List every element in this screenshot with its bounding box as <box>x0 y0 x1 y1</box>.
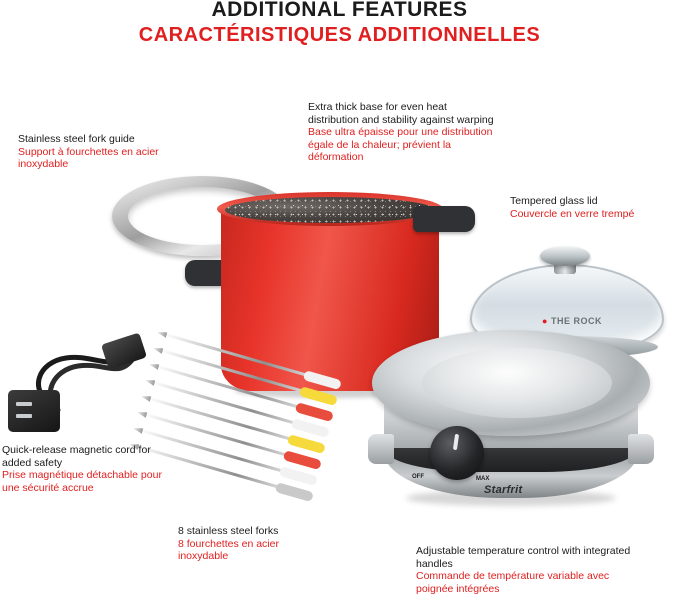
base-brand-label: Starfrit <box>484 484 523 496</box>
callout-thick-base-en: Extra thick base for even heat distribution and stability against warping <box>308 101 494 126</box>
callout-glass-lid-fr: Couvercle en verre trempé <box>510 207 635 220</box>
heading-french: CARACTÉRISTIQUES ADDITIONNELLES <box>138 24 541 46</box>
fork-handle <box>291 418 330 438</box>
plug-pin-top <box>16 402 32 406</box>
fork-handle <box>283 450 322 470</box>
base-handle-left <box>368 434 394 464</box>
magnetic-plug-connector <box>8 390 60 432</box>
callout-fork-guide-en: Stainless steel fork guide <box>18 133 135 145</box>
pot-speckled-coating <box>225 197 435 223</box>
callout-glass-lid-en: Tempered glass lid <box>510 195 598 207</box>
lid-brand-text: THE ROCK <box>550 316 602 326</box>
lid-knob <box>540 246 590 266</box>
pot-handle-right <box>413 206 475 232</box>
lid-brand-label: ● THE ROCK <box>542 316 602 326</box>
fork-handle <box>299 386 338 406</box>
knob-label-off: OFF <box>412 474 424 480</box>
callout-glass-lid <box>510 195 675 220</box>
fork-handle <box>287 434 326 454</box>
fondue-forks-image <box>150 352 360 517</box>
base-heating-plate <box>372 330 650 436</box>
electric-base-image <box>366 330 656 525</box>
callout-temp-control-fr: Commande de température variable avec poignée intégrées <box>416 570 610 595</box>
callout-forks <box>178 525 328 563</box>
callout-fork-guide-fr: Support à fourchettes en acier inoxydable <box>18 145 159 171</box>
knob-label-max: MAX <box>476 476 490 482</box>
callout-thick-base-fr: Base ultra épaisse pour une distribution égale de la chaleur; prévient la déformation <box>308 126 493 164</box>
callout-fork-guide <box>18 133 183 171</box>
callout-temp-control <box>416 545 646 595</box>
fork-handle <box>279 466 318 486</box>
fork-handle <box>295 402 334 422</box>
base-heating-plate-inner <box>422 348 612 418</box>
callout-forks-fr: 8 fourchettes en acier inoxydable <box>178 537 279 563</box>
heading-english: ADDITIONAL FEATURES <box>211 0 468 21</box>
callout-forks-en: 8 stainless steel forks <box>178 525 279 537</box>
callout-magnetic-cord-fr: Prise magnétique détachable pour une sécurité accrue <box>2 469 162 494</box>
fork-handle <box>303 370 342 390</box>
base-handle-right <box>628 434 654 464</box>
fork-handle <box>275 482 314 502</box>
callout-magnetic-cord <box>2 444 167 494</box>
callout-temp-control-en: Adjustable temperature control with integrated handles <box>416 545 631 570</box>
plug-pin-bottom <box>16 414 32 418</box>
callout-magnetic-cord-en: Quick-release magnetic cord for added safety <box>2 444 151 469</box>
fork-tip <box>148 361 159 370</box>
callout-thick-base <box>308 101 498 164</box>
